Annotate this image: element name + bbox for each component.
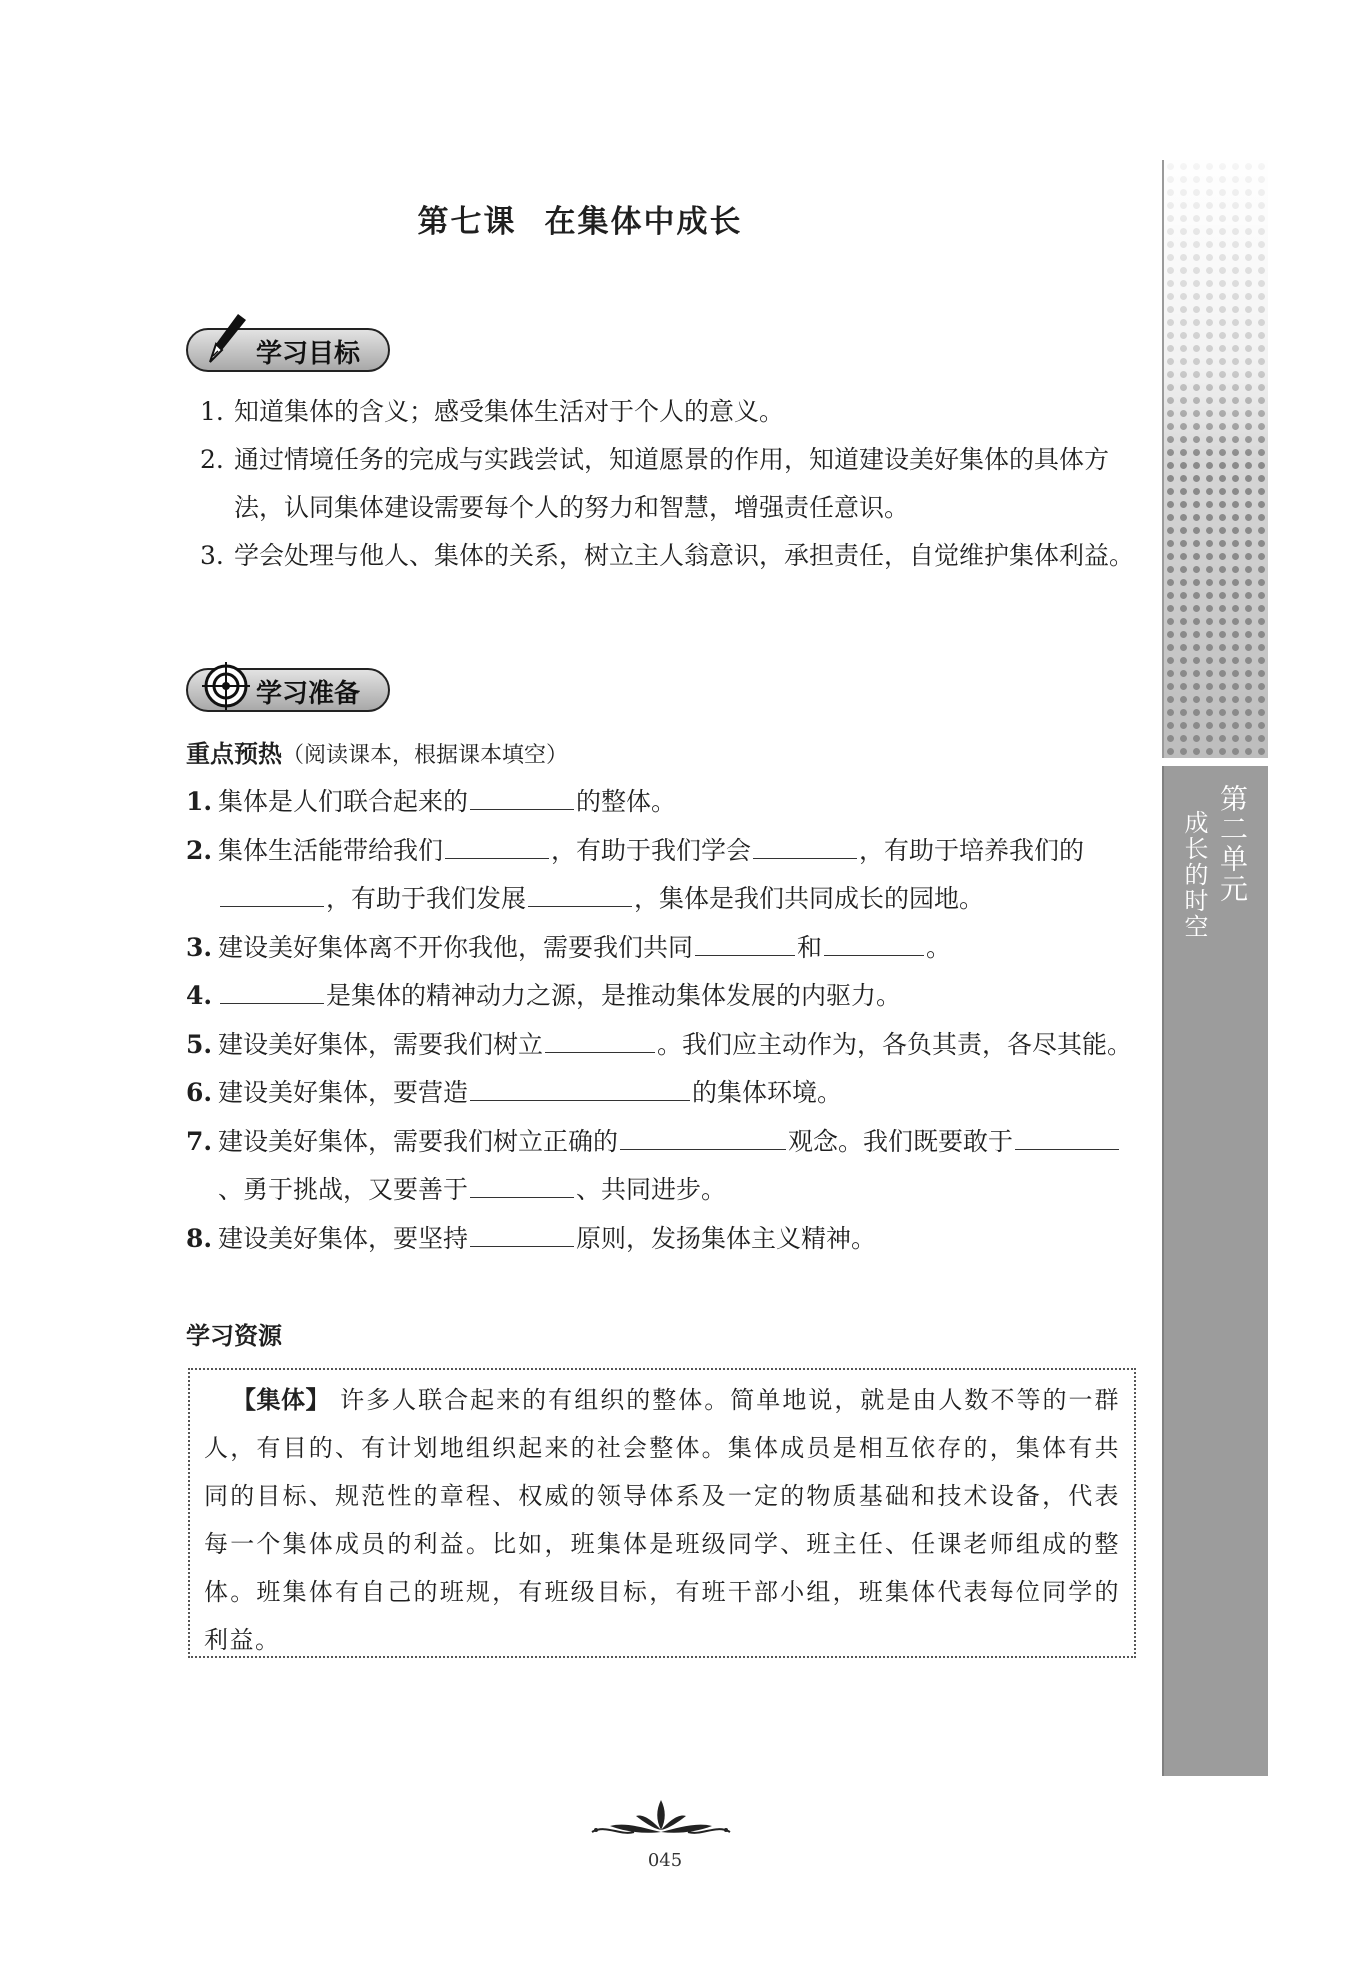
question-text: 集体是人们联合起来的 <box>218 787 469 816</box>
answer-blank[interactable] <box>1015 1119 1119 1150</box>
fill-in-questions <box>186 778 1142 1263</box>
unit-subtitle: 成长的时空 <box>1180 810 1208 940</box>
question-text: ，有助于我们学会 <box>551 835 752 865</box>
goal-text: 知道集体的含义；感受集体生活对于个人的意义。 <box>234 397 785 426</box>
goal-item <box>200 532 1150 580</box>
section-badge-goals <box>186 328 390 372</box>
target-icon <box>202 662 250 710</box>
question-text: 原则，发扬集体主义精神。 <box>576 1223 877 1253</box>
question-text: 建设美好集体，需要我们树立正确的 <box>218 1126 619 1156</box>
question-text: 、勇于挑战，又要善于 <box>218 1175 469 1204</box>
question-text: 建设美好集体，要坚持 <box>218 1223 469 1253</box>
question-number: 7. <box>186 1126 213 1156</box>
goal-item <box>200 388 1150 436</box>
question-text: 观念。我们既要敢于 <box>788 1126 1014 1156</box>
question-text: 、共同进步。 <box>576 1175 727 1204</box>
question-text: 建设美好集体，需要我们树立 <box>218 1029 544 1059</box>
resource-definition-box <box>188 1368 1136 1658</box>
question-number: 8. <box>186 1223 213 1253</box>
question-text: 和 <box>797 932 823 962</box>
answer-blank[interactable] <box>220 973 324 1004</box>
page-number: 045 <box>647 1850 683 1871</box>
goal-number: 3. <box>200 541 224 570</box>
question-text: 是集体的精神动力之源，是推动集体发展的内驱力。 <box>326 981 902 1010</box>
question-text: ，有助于培养我们的 <box>859 835 1085 865</box>
question-number: 2. <box>186 835 213 865</box>
answer-blank[interactable] <box>470 779 574 810</box>
question-8 <box>186 1215 1142 1264</box>
preview-heading <box>186 734 568 769</box>
unit-side-tab <box>1162 766 1268 1776</box>
question-text: 。 <box>926 932 952 962</box>
question-7 <box>186 1118 1142 1215</box>
answer-blank[interactable] <box>528 876 632 907</box>
goal-number: 1. <box>200 397 224 426</box>
question-text: 建设美好集体离不开你我他，需要我们共同 <box>218 932 694 962</box>
question-text: ，有助于我们发展 <box>326 884 527 913</box>
answer-blank[interactable] <box>470 1216 574 1247</box>
section-label-goals: 学习目标 <box>256 339 361 369</box>
lesson-name: 在集体中成长 <box>544 204 743 240</box>
question-number: 3. <box>186 932 213 962</box>
answer-blank[interactable] <box>824 925 924 956</box>
side-dot-pattern <box>1162 160 1268 758</box>
answer-blank[interactable] <box>220 876 324 907</box>
question-text: 建设美好集体，要营造 <box>218 1078 469 1107</box>
preview-heading-text: 重点预热 <box>186 740 282 768</box>
answer-blank[interactable] <box>695 925 795 956</box>
answer-blank[interactable] <box>445 828 549 859</box>
question-number: 4. <box>186 981 213 1010</box>
question-2 <box>186 827 1142 924</box>
question-1 <box>186 778 1142 827</box>
question-text: 的整体。 <box>576 787 677 816</box>
question-4 <box>186 972 1142 1021</box>
unit-title: 第二单元 <box>1216 784 1249 904</box>
question-5 <box>186 1021 1142 1070</box>
question-text: 集体生活能带给我们 <box>218 835 444 865</box>
lesson-title <box>0 196 1160 241</box>
question-number: 6. <box>186 1078 213 1107</box>
section-label-prep: 学习准备 <box>256 679 361 709</box>
goal-text: 学会处理与他人、集体的关系，树立主人翁意识，承担责任，自觉维护集体利益。 <box>234 541 1135 570</box>
question-number: 5. <box>186 1029 213 1059</box>
floral-ornament-icon <box>586 1796 736 1842</box>
answer-blank[interactable] <box>620 1119 786 1150</box>
goal-text: 通过情境任务的完成与实践尝试，知道愿景的作用，知道建设美好集体的具体方法，认同集体建设需要每个人的努力和智慧，增强责任意识。 <box>234 445 1110 522</box>
goal-number: 2. <box>200 445 224 474</box>
resource-body: 许多人联合起来的有组织的整体。简单地说，就是由人数不等的一群人，有目的、有计划地组织起来的社会整体。集体成员是相互依存的，集体有共同的目标、规范性的章程、权威的领导体系及一定的物质基础和技术设备，代表每一个集体成员的利益。比如，班集体是班级同学、班主任、任课老师组成的整体。班集体有自己的班规，有班级目标，有班干部小组，班集体代表每位同学的利益。 <box>204 1386 1120 1654</box>
question-6 <box>186 1069 1142 1118</box>
answer-blank[interactable] <box>470 1167 574 1198</box>
answer-blank[interactable] <box>545 1022 655 1053</box>
question-text: 的集体环境。 <box>692 1078 843 1107</box>
answer-blank[interactable] <box>753 828 857 859</box>
resource-term: 【集体】 <box>232 1386 331 1414</box>
learning-goals-list <box>200 388 1150 580</box>
section-badge-prep <box>186 668 390 712</box>
question-text: ，集体是我们共同成长的园地。 <box>634 884 985 913</box>
lesson-number: 第七课 <box>417 204 517 240</box>
answer-blank[interactable] <box>470 1070 690 1101</box>
question-number: 1. <box>186 787 213 816</box>
preview-note: （阅读课本，根据课本填空） <box>282 743 569 768</box>
resources-heading: 学习资源 <box>186 1322 282 1350</box>
fountain-pen-icon <box>202 310 250 366</box>
question-text: 。我们应主动作为，各负其责，各尽其能。 <box>657 1029 1133 1059</box>
question-3 <box>186 924 1142 973</box>
goal-item <box>200 436 1150 532</box>
